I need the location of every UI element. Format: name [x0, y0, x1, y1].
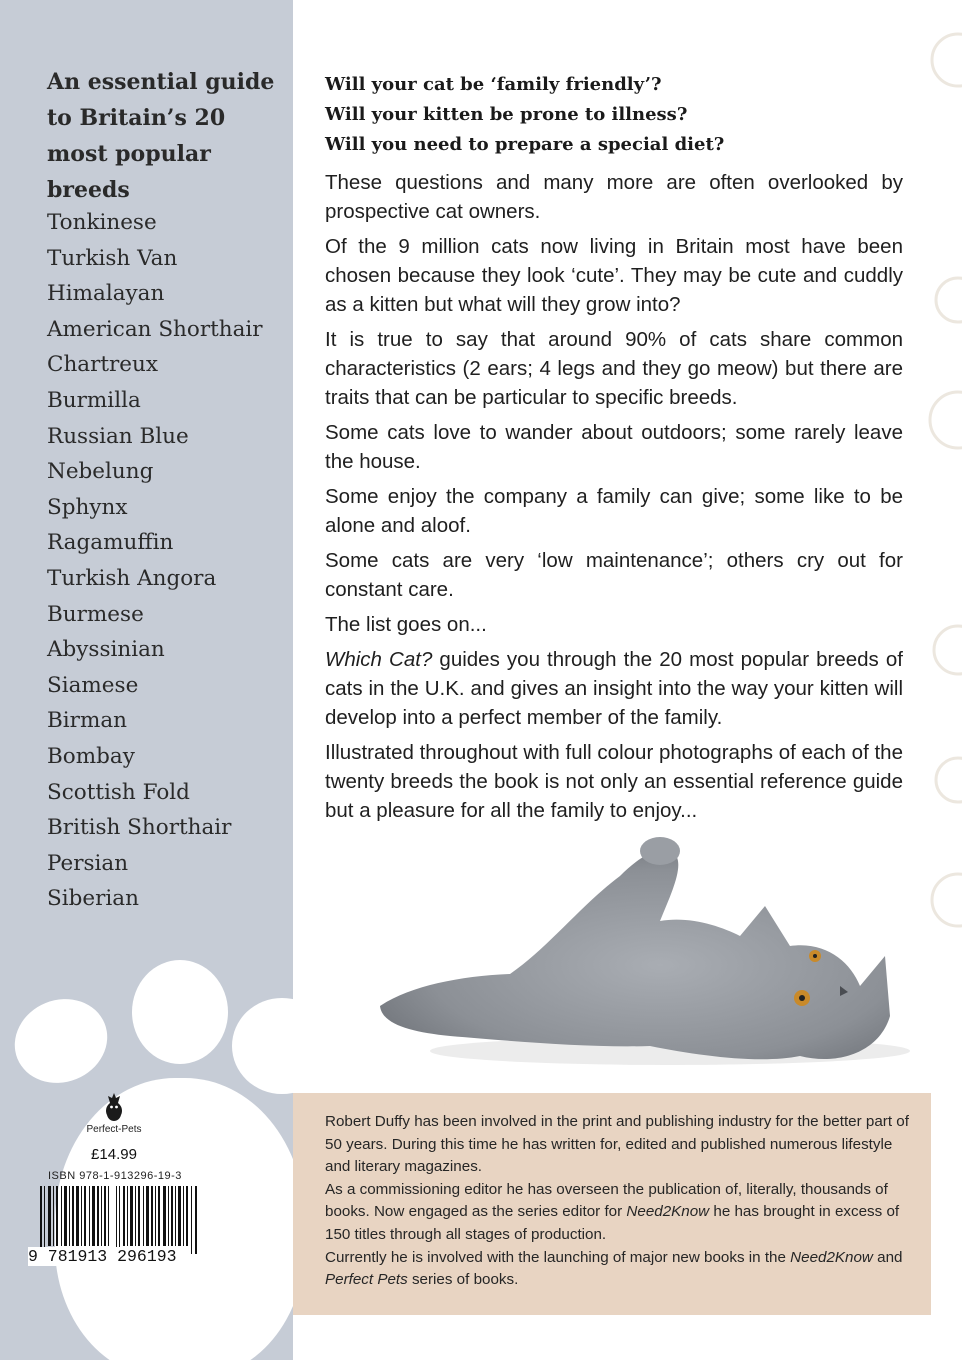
- paw-toe-icon: [2, 985, 120, 1096]
- cat-illustration: [370, 836, 920, 1086]
- breed-item: American Shorthair: [47, 316, 263, 342]
- paragraph: The list goes on...: [325, 613, 487, 636]
- series-name: Perfect Pets: [325, 1271, 408, 1289]
- breed-item: Russian Blue: [47, 423, 189, 449]
- question: Will your kitten be prone to illness?: [325, 104, 688, 125]
- bio-text: he has brought in excess of 150 titles through all stages of production.: [325, 1203, 900, 1243]
- barcode: [40, 1186, 198, 1254]
- author-bio: [325, 1111, 915, 1292]
- paw-toe-icon: [232, 998, 293, 1094]
- breed-item: Sphynx: [47, 494, 128, 520]
- series-name: Need2Know: [790, 1248, 873, 1266]
- bio-text: and: [872, 1248, 903, 1266]
- breed-item: Abyssinian: [47, 637, 165, 663]
- barcode-block: [30, 1092, 200, 1272]
- paragraph: It is true to say that around 90% of cats share common characteristics (2 ears; 4 legs and they go meow) but there are traits that can be particular to specific breeds.: [325, 328, 903, 409]
- paragraph: [325, 645, 903, 732]
- price: £14.99: [91, 1146, 137, 1163]
- breed-item: Chartreux: [47, 352, 159, 378]
- bio-text: Currently he is involved with the launching of major new books in the: [325, 1248, 791, 1266]
- breed-item: Birman: [47, 708, 128, 734]
- breed-item: Turkish Van: [47, 245, 178, 271]
- question: Will your cat be ‘family friendly’?: [325, 74, 662, 95]
- isbn: ISBN 978-1-913296-19-3: [48, 1170, 182, 1182]
- publisher-logo-icon: [102, 1092, 126, 1122]
- paragraph: Of the 9 million cats now living in Britain most have been chosen because they look ‘cute’. They may be cute and cuddly as a kitten but what will they grow into?: [325, 235, 903, 316]
- breed-item: Persian: [47, 850, 129, 876]
- breed-item: Burmese: [47, 601, 144, 627]
- paragraph: Some cats are very ‘low maintenance’; others cry out for constant care.: [325, 549, 903, 601]
- barcode-digits: 9 781913 296193: [28, 1247, 177, 1266]
- series-name: Need2Know: [626, 1203, 710, 1221]
- breed-list: [47, 205, 263, 917]
- bio-text: As a commissioning editor he has overseen the publication of, literally, thousands of books. Now engaged as the series editor for: [325, 1180, 888, 1221]
- paragraph: Illustrated throughout with full colour photographs of each of the twenty breeds the book is not only an essential reference guide but a pleasure for all the family to enjoy...: [325, 741, 903, 822]
- bio-text: Robert Duffy has been involved in the print and publishing industry for the better part of 50 years. During this time he has written for, edited and published numerous lifestyle and literary magazines.: [325, 1113, 909, 1176]
- paragraph: These questions and many more are often overlooked by prospective cat owners.: [325, 171, 903, 223]
- breed-item: Turkish Angora: [47, 565, 217, 591]
- breed-item: Tonkinese: [47, 210, 157, 235]
- paragraph: Some cats love to wander about outdoors; some rarely leave the house.: [325, 421, 903, 473]
- left-panel: [0, 0, 293, 1360]
- paw-toe-icon: [132, 960, 228, 1064]
- publisher-name: Perfect-Pets: [86, 1124, 142, 1135]
- breed-item: Nebelung: [47, 459, 154, 485]
- paragraph-text: guides you through the 20 most popular breeds of cats in the U.K. and gives an insight into the way your kitten will develop into a perfect member of the family.: [325, 648, 903, 729]
- breed-item: Bombay: [47, 743, 135, 769]
- breed-item: British Shorthair: [47, 815, 232, 841]
- tagline: An essential guide to Britain’s 20 most popular breeds: [47, 69, 275, 203]
- paragraph: Some enjoy the company a family can give; some like to be alone and aloof.: [325, 485, 903, 537]
- breed-item: Siberian: [47, 886, 139, 912]
- breed-item: Siamese: [47, 672, 139, 698]
- bio-text: series of books.: [407, 1271, 519, 1289]
- breed-item: Burmilla: [47, 387, 141, 413]
- author-bio-box: [293, 1093, 931, 1315]
- question-list: [325, 70, 903, 160]
- breed-item: Himalayan: [47, 281, 165, 307]
- decorative-pattern: [928, 0, 962, 1100]
- book-title: Which Cat?: [325, 648, 433, 671]
- question: Will you need to prepare a special diet?: [325, 134, 725, 155]
- breed-item: Scottish Fold: [47, 779, 190, 805]
- breed-item: Ragamuffin: [47, 530, 174, 556]
- main-text: [325, 70, 903, 831]
